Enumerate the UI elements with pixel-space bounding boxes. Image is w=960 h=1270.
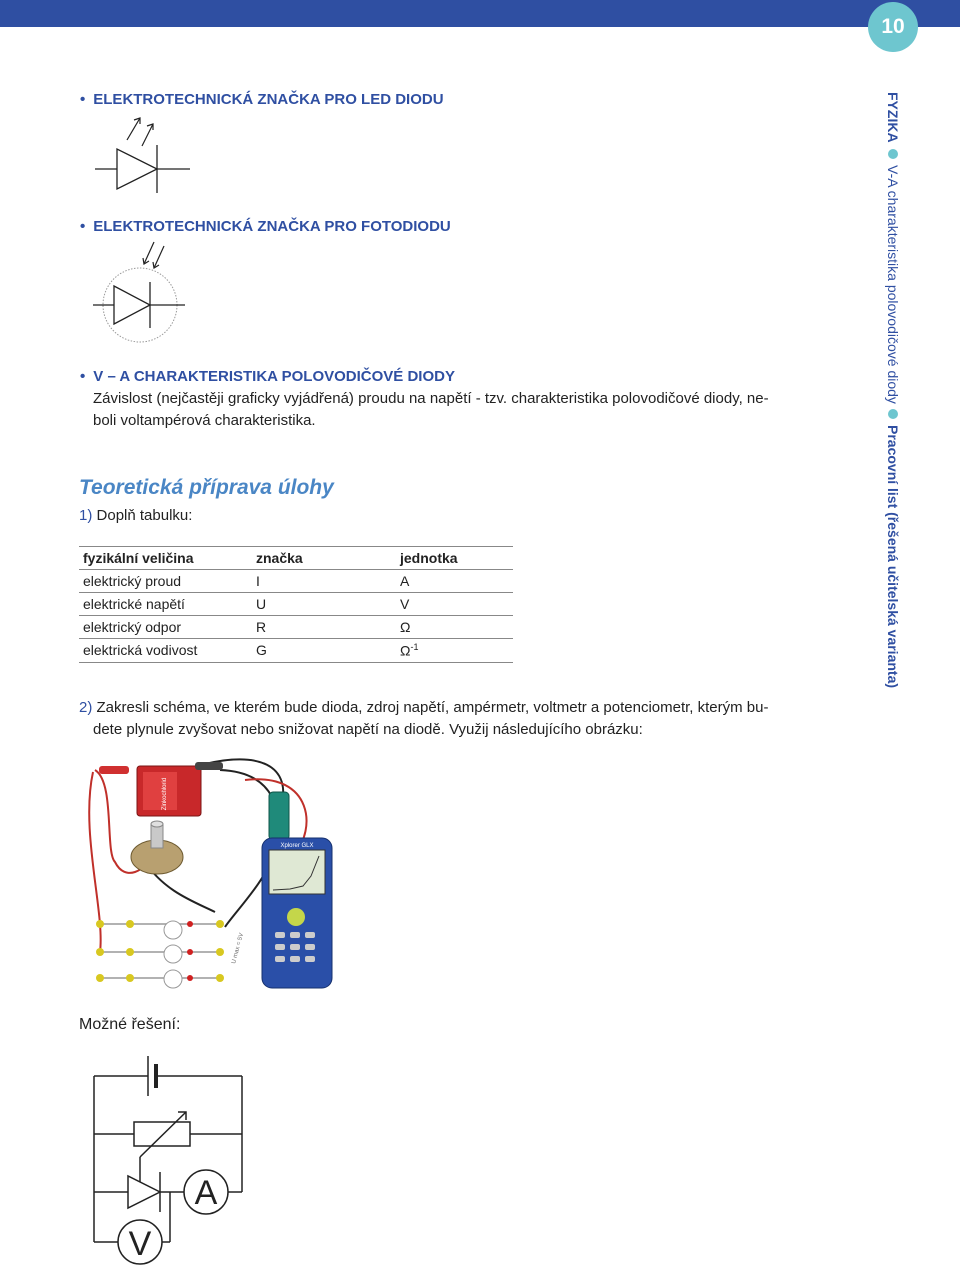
table-cell: A bbox=[396, 570, 513, 593]
table-cell: R bbox=[252, 616, 396, 639]
table-cell: elektrický odpor bbox=[79, 616, 252, 639]
potentiometer-symbol bbox=[134, 1122, 190, 1146]
device-label: Xplorer GLX bbox=[280, 843, 314, 849]
voltmeter-label: V bbox=[128, 1225, 152, 1263]
solution-schematic bbox=[90, 1052, 250, 1270]
table-row bbox=[79, 593, 513, 616]
table-row bbox=[79, 639, 513, 663]
led-diode-symbol bbox=[90, 112, 200, 197]
side-variant: Pracovní list (řešená učitelská varianta) bbox=[885, 425, 901, 689]
sensor-icon bbox=[269, 792, 289, 840]
table-cell: elektrický proud bbox=[79, 570, 252, 593]
experiment-photo bbox=[85, 752, 345, 997]
table-cell: V bbox=[396, 593, 513, 616]
table-row bbox=[79, 616, 513, 639]
table-cell: elektrická vodivost bbox=[79, 639, 252, 663]
task-2: 2) Zakresli schéma, ve kterém bude dioda, zdroj napětí, ampérmetr, voltmetr a potenciometr, kterým bu- dete plynule zvyšovat nebo snižovat napětí na diodě. Využij následujícího obrázku: bbox=[79, 699, 769, 738]
ammeter-label: A bbox=[194, 1174, 218, 1212]
board-label: U max = 5V bbox=[231, 932, 246, 965]
table-header: jednotka bbox=[396, 547, 513, 570]
table-cell: $\Omega^{-1}$ bbox=[396, 639, 513, 663]
quantities-table bbox=[79, 546, 513, 663]
va-description: Závislost (nejčastěji graficky vyjádřená) proudu na napětí - tzv. charakteristika polovodičové diody, ne- boli voltampérová charakteristika. bbox=[93, 390, 769, 429]
table-header-row bbox=[79, 547, 513, 570]
led-heading: • ELEKTROTECHNICKÁ ZNAČKA PRO LED DIODU bbox=[80, 91, 444, 108]
task-1: 1) Doplň tabulku: bbox=[79, 507, 193, 524]
battery-label: Zinkochlorid bbox=[162, 777, 168, 811]
side-subject: FYZIKA bbox=[885, 92, 901, 143]
table-cell: Ω bbox=[396, 616, 513, 639]
table-cell: U bbox=[252, 593, 396, 616]
potentiometer-icon bbox=[131, 821, 183, 874]
table-cell: G bbox=[252, 639, 396, 663]
data-logger-icon bbox=[262, 838, 332, 988]
diode-symbol bbox=[128, 1176, 160, 1208]
top-bar bbox=[0, 0, 960, 27]
photodiode-heading: • ELEKTROTECHNICKÁ ZNAČKA PRO FOTODIODU bbox=[80, 218, 451, 235]
solution-label: Možné řešení: bbox=[79, 1016, 181, 1033]
side-dot-icon bbox=[888, 149, 898, 159]
page-number: 10 bbox=[868, 2, 918, 52]
table-cell: elektrické napětí bbox=[79, 593, 252, 616]
table-header: značka bbox=[252, 547, 396, 570]
side-band bbox=[883, 92, 903, 712]
table-header: fyzikální veličina bbox=[79, 547, 252, 570]
photodiode-symbol bbox=[90, 238, 190, 348]
va-heading: • V – A CHARAKTERISTIKA POLOVODIČOVÉ DIODY bbox=[80, 368, 455, 385]
table-cell: I bbox=[252, 570, 396, 593]
preparation-title: Teoretická příprava úlohy bbox=[79, 476, 334, 499]
side-topic: V-A charakteristika polovodičové diody bbox=[885, 164, 901, 404]
side-dot-icon bbox=[888, 409, 898, 419]
diode-board-icon bbox=[96, 920, 245, 988]
table-row bbox=[79, 570, 513, 593]
